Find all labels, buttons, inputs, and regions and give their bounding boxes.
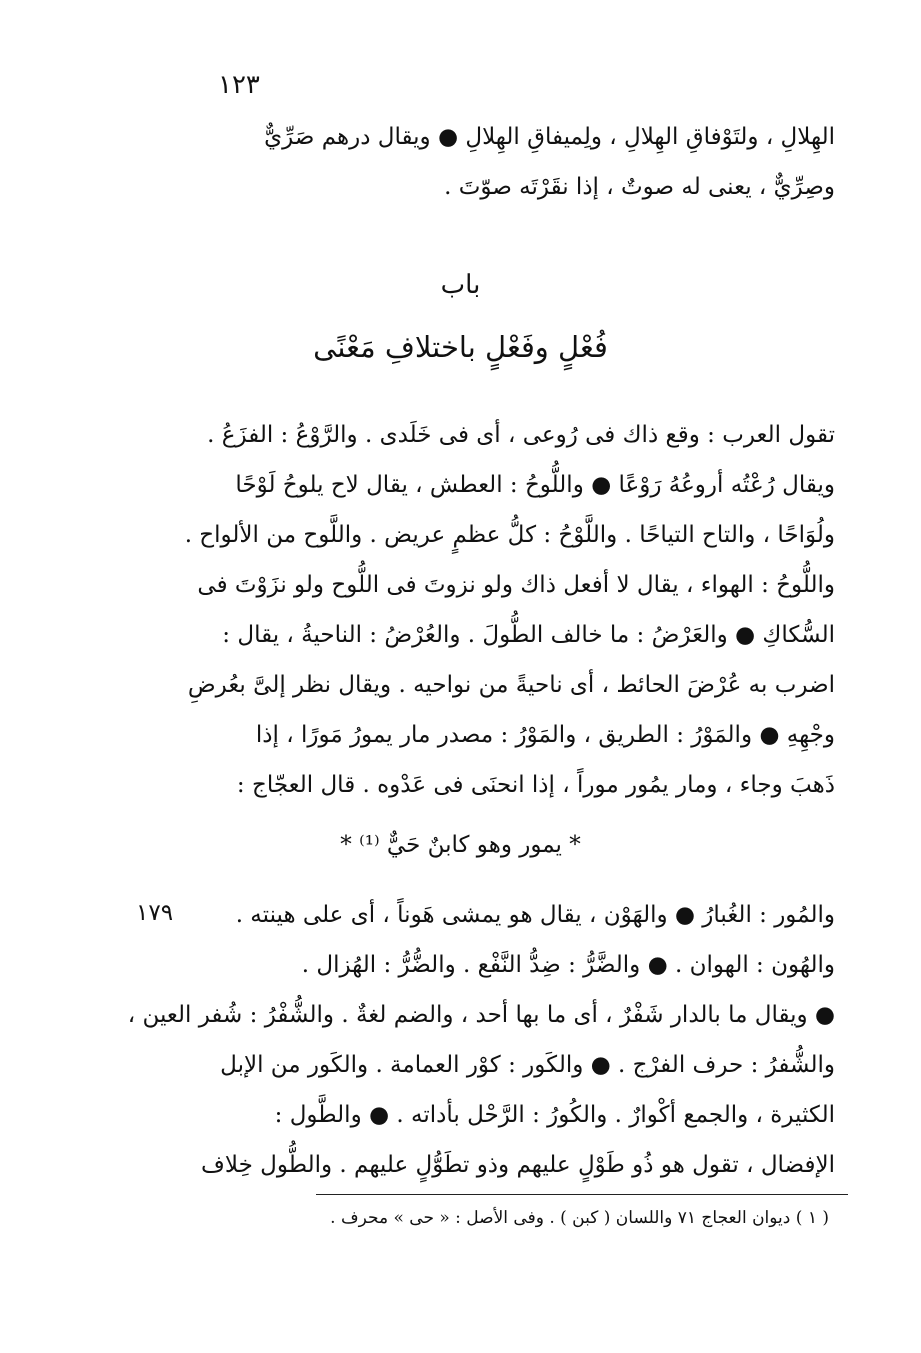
footnote: ( ١ ) ديوان العجاج ٧١ واللسان ( كبن ) . وفى الأصل : « حى » محرف .	[330, 1208, 829, 1228]
top-paragraph	[167, 112, 835, 212]
text-line: ● ويقال ما بالدار شَفْرٌ ، أى ما بها أحد ، والضم لغةٌ . والشُّفْرُ : شُفر العين ،	[127, 1001, 835, 1028]
footnote-divider	[316, 1194, 848, 1195]
text-line: والشُّفرُ : حرف الفرْج . ● والكَور : كوْر العمامة . والكَور من الإبل	[220, 1051, 835, 1078]
text-line: والهُون : الهوان . ● والضَّرُّ : ضِدُّ النَّفْع . والضُّرُّ : الهُزال .	[301, 951, 835, 978]
margin-number: ١٧٩	[136, 900, 174, 926]
text-line: تقول العرب : وقع ذاك فى رُوعى ، أى فى خَلَدى . والرَّوْعُ : الفزَعُ .	[207, 421, 835, 448]
page-number: ١٢٣	[218, 70, 260, 100]
text-line: وصِرِّيٌّ ، يعنى له صوتٌ ، إذا نقَرْتَه صوّتَ .	[444, 173, 835, 200]
text-line: ذَهبَ وجاء ، ومار يمُور موراً ، إذا انحنَى فى عَدْوه . قال العجّاج :	[236, 771, 835, 798]
text-line: اضرب به عُرْضَ الحائط ، أى ناحيةً من نواحيه . ويقال نظر إلىَّ بعُرضِ	[187, 671, 835, 698]
body-paragraph	[167, 410, 835, 810]
text-line: وجْهِهِ ● والمَوْرُ : الطريق ، والمَوْرُ : مصدر مار يمورُ مَورًا ، إذا	[255, 721, 835, 748]
text-line: ولُوَاحًا ، والتاح التياحًا . واللَّوْحُ : كلُّ عظمٍ عريض . واللَّوح من الألواح .	[184, 521, 835, 548]
text-line: واللُّوحُ : الهواء ، يقال لا أفعل ذاك ولو نزوتَ فى اللُّوح ولو نزَوْتَ فى	[197, 571, 835, 598]
text-line: السُّكاكِ ● والعَرْضُ : ما خالف الطُّولَ . والعُرْضُ : الناحيةُ ، يقال :	[222, 621, 835, 648]
chapter-heading: باب	[440, 270, 481, 300]
chapter-title: فُعْلٍ وفَعْلٍ باختلافِ مَعْنًى	[313, 330, 608, 364]
text-line: الهِلالِ ، ولتَوْفاقِ الهِلالِ ، ولِميفاقِ الهِلالِ ● ويقال درهم صَرِّيٌّ	[264, 123, 835, 150]
text-line: ويقال رُعْتُه أروعُهُ رَوْعًا ● واللُّوحُ : العطش ، يقال لاح يلوحُ لَوْحًا	[235, 471, 835, 498]
text-line: والمُور : الغُبارُ ● والهَوْن ، يقال هو يمشى هَوناً ، أى على هينته .	[235, 901, 835, 928]
text-line: الإفضال ، تقول هو ذُو طَوْلٍ عليهم وذو تطَوُّلٍ عليهم . والطُّول خِلاف	[201, 1151, 835, 1178]
verse-quote: * يمور وهو كابنٌ حَيٌّ ⁽¹⁾ *	[340, 832, 581, 858]
text-line: الكثيرة ، والجمع أكْوارٌ . والكُورُ : الرَّحْل بأداته . ● والطَّول :	[274, 1101, 835, 1128]
